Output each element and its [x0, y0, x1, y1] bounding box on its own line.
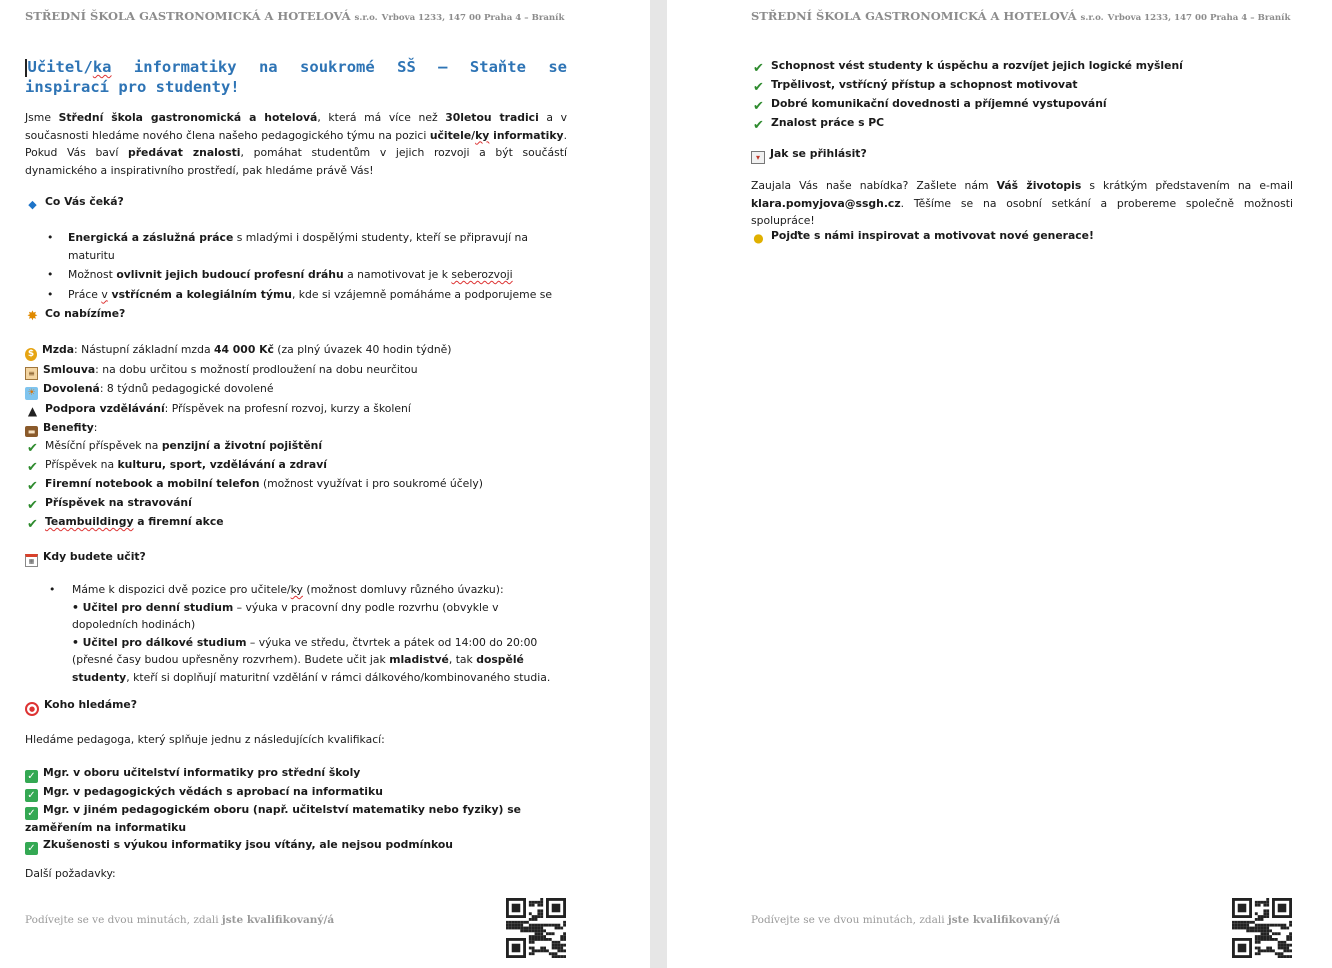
qr-code-icon[interactable]	[1232, 898, 1292, 958]
intro-paragraph: Jsme Střední škola gastronomická a hotelová, která má více než 30letou tradici a v současnosti hledáme nového člena našeho pedagogického týmu na pozici učitele/ky informatiky. Pokud Vás baví předávat znalosti, pomáhat studentům v jejich rozvoji a být součástí dynamického a inspirativního prostředí, pak hledáme právě Vás!	[25, 111, 568, 177]
school-legal-form: s.r.o.	[354, 13, 378, 23]
check-mark-icon: ✔	[27, 441, 38, 456]
benefit-item: ✔ Měsíční příspěvek na penzijní a životní pojištění	[25, 437, 567, 456]
target-icon: ●	[25, 702, 39, 716]
benefit-item: ✔ Příspěvek na stravování	[25, 494, 567, 513]
qualification-item: ✓ Mgr. v jiném pedagogickém oboru (např. učitelství matematiky nebo fyziky) se zaměřením na informatiku	[25, 803, 521, 834]
benefit-item: ✔ Firemní notebook a mobilní telefon (možnost využívat i pro soukromé účely)	[25, 475, 567, 494]
check-box-icon: ✓	[25, 789, 38, 802]
page-footer: Podívejte se ve dvou minutách, zdali jste kvalifikovaný/á	[25, 914, 335, 926]
light-bulb-icon: ●	[753, 231, 764, 245]
apply-paragraph: Zaujala Vás naše nabídka? Zašlete nám Váš životopis s krátkým představením na e-mail klara.pomyjova@ssgh.cz. Těšíme se na osobní setkání a probereme společně možnosti spolupráce!	[751, 179, 1293, 227]
check-mark-icon: ✔	[27, 517, 38, 532]
scroll-icon: ≡	[25, 367, 38, 380]
dalsi-pozadavky: Další požadavky:	[25, 867, 116, 880]
check-mark-icon: ✔	[27, 460, 38, 475]
school-legal-form: s.r.o.	[1080, 13, 1104, 23]
list-item: • Energická a záslužná práce s mladými i dospělými studenty, kteří se připravují na maturitu	[25, 229, 567, 264]
school-address: Vrbova 1233, 147 00 Praha 4 – Braník	[1107, 13, 1291, 23]
school-name: STŘEDNÍ ŠKOLA GASTRONOMICKÁ A HOTELOVÁ	[25, 9, 351, 23]
koho-intro: Hledáme pedagoga, který splňuje jednu z následujících kvalifikací:	[25, 733, 385, 746]
inbox-icon: ▾	[751, 151, 765, 164]
burst-icon: ✸	[27, 309, 38, 324]
kdy-dalkove: • Učitel pro dálkové studium – výuka ve středu, čtvrtek a pátek od 14:00 do 20:00 (přesné časy budou upřesněny rozvrhem). Budete učit jak mladistvé, tak dospělé studenty, kteří si doplňují maturitní vzdělání v rámci dálkového/kombinovaného studia.	[72, 635, 551, 684]
graduation-cap-icon: ▲	[27, 404, 38, 418]
closing-line: ● Pojďte s námi inspirovat a motivovat nové generace!	[751, 227, 1293, 246]
qualification-item: ✓ Mgr. v pedagogických vědách s aprobací na informatiku	[25, 783, 567, 802]
qualification-item: ✓ Mgr. v oboru učitelství informatiky pro střední školy	[25, 764, 567, 783]
requirement-item: ✔ Trpělivost, vstřícný přístup a schopnost motivovat	[751, 76, 1293, 95]
check-box-icon: ✓	[25, 842, 38, 855]
check-mark-icon: ✔	[753, 61, 764, 76]
qualification-list	[25, 764, 567, 855]
requirement-item: ✔ Schopnost vést studenty k úspěchu a rozvíjet jejich logické myšlení	[751, 57, 1293, 76]
kdy-denni: • Učitel pro denní studium – výuka v pracovní dny podle rozvrhu (obvykle v dopoledních hodinách)	[72, 600, 499, 631]
benefit-item: ✔ Teambuildingy a firemní akce	[25, 513, 567, 532]
list-item: • Možnost ovlivnit jejich budoucí profesní dráhu a namotivovat je k seberozvoji	[25, 266, 567, 284]
beach-icon: ☀	[25, 387, 38, 400]
section-heading-apply: ▾ Jak se přihlásit?	[751, 145, 1293, 164]
diamond-icon: ◆	[28, 198, 37, 211]
check-mark-icon: ✔	[27, 498, 38, 513]
section-heading-ceka: ◆ Co Vás čeká?	[25, 193, 567, 212]
job-title: Učitel/ka informatiky na soukromé SŠ – Staňte se inspirací pro studenty!	[25, 58, 567, 96]
benefit-item: ✔ Příspěvek na kulturu, sport, vzdělávání a zdraví	[25, 456, 567, 475]
page-header	[25, 9, 564, 23]
document-page-1[interactable]	[0, 0, 650, 968]
text-cursor	[25, 59, 27, 77]
page-header	[751, 9, 1290, 23]
check-box-icon: ✓	[25, 770, 38, 783]
kdy-intro: Máme k dispozici dvě pozice pro učitele/ky (možnost domluvy různého úvazku):	[72, 583, 504, 596]
page-gap	[650, 0, 667, 968]
offer-dovolena: ☀ Dovolená: 8 týdnů pedagogické dovolené	[25, 380, 567, 400]
section-heading-nabizime: ✸ Co nabízíme?	[25, 305, 567, 324]
qualification-item: ✓ Zkušenosti s výukou informatiky jsou vítány, ale nejsou podmínkou	[25, 836, 567, 855]
briefcase-icon: ▬	[25, 426, 38, 437]
school-name: STŘEDNÍ ŠKOLA GASTRONOMICKÁ A HOTELOVÁ	[751, 9, 1077, 23]
check-mark-icon: ✔	[753, 118, 764, 133]
check-mark-icon: ✔	[753, 99, 764, 114]
page-footer: Podívejte se ve dvou minutách, zdali jste kvalifikovaný/á	[751, 914, 1061, 926]
ceka-list	[25, 229, 567, 303]
requirement-item: ✔ Dobré komunikační dovednosti a příjemné vystupování	[751, 95, 1293, 114]
calendar-icon: ▦	[25, 554, 38, 567]
offer-benefity: ▬ Benefity:	[25, 419, 567, 437]
email-link[interactable]: klara.pomyjova@ssgh.cz	[751, 196, 901, 210]
section-heading-kdy: ▦ Kdy budete učit?	[25, 548, 567, 567]
requirement-item: ✔ Znalost práce s PC	[751, 114, 1293, 133]
requirements-list	[751, 57, 1293, 133]
check-mark-icon: ✔	[753, 80, 764, 95]
offer-list	[25, 341, 567, 532]
school-address: Vrbova 1233, 147 00 Praha 4 – Braník	[381, 13, 565, 23]
document-page-2[interactable]	[667, 0, 1332, 968]
check-box-icon: ✓	[25, 807, 38, 820]
section-heading-koho: ● Koho hledáme?	[25, 696, 567, 716]
offer-mzda: $ Mzda: Nástupní základní mzda 44 000 Kč (za plný úvazek 40 hodin týdně)	[25, 341, 567, 361]
list-item: • Práce v vstřícném a kolegiálním týmu, kde si vzájemně pomáháme a podporujeme se	[25, 286, 567, 304]
qr-code-icon[interactable]	[506, 898, 566, 958]
bullet: •	[49, 583, 56, 596]
offer-smlouva: ≡ Smlouva: na dobu určitou s možností prodloužení na dobu neurčitou	[25, 361, 567, 380]
kdy-list	[25, 581, 567, 686]
offer-podpora: ▲ Podpora vzdělávání: Příspěvek na profesní rozvoj, kurzy a školení	[25, 400, 567, 419]
money-bag-icon: $	[25, 348, 37, 361]
check-mark-icon: ✔	[27, 479, 38, 494]
